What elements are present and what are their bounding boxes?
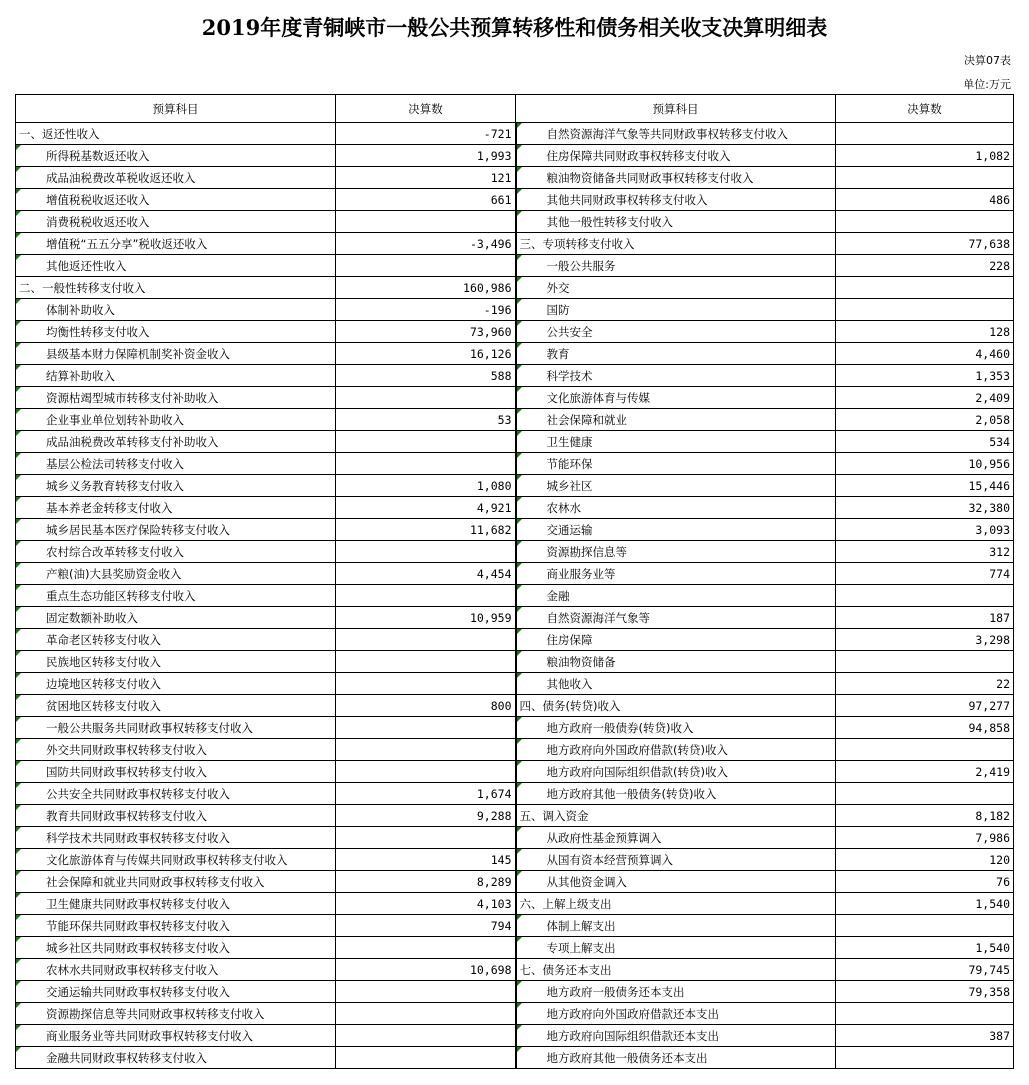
right-amount-cell: 3,093 [836, 519, 1014, 541]
right-amount-cell: 120 [836, 849, 1014, 871]
left-amount-cell [336, 717, 516, 739]
right-amount-cell: 79,358 [836, 981, 1014, 1003]
right-amount-cell: 32,380 [836, 497, 1014, 519]
header-amount-right: 决算数 [836, 95, 1014, 123]
right-item-cell: 三、专项转移支付收入 [516, 233, 836, 255]
right-amount-cell: 10,956 [836, 453, 1014, 475]
left-item-cell: 革命老区转移支付收入 [16, 629, 336, 651]
right-amount-cell: 77,638 [836, 233, 1014, 255]
left-item-cell: 结算补助收入 [16, 365, 336, 387]
right-item-cell: 地方政府一般债券(转贷)收入 [516, 717, 836, 739]
left-amount-cell: 1,080 [336, 475, 516, 497]
table-row [16, 563, 1014, 585]
right-amount-cell: 228 [836, 255, 1014, 277]
right-item-cell: 粮油物资储备共同财政事权转移支付收入 [516, 167, 836, 189]
table-row [16, 365, 1014, 387]
left-item-cell: 基层公检法司转移支付收入 [16, 453, 336, 475]
right-amount-cell [836, 1047, 1014, 1069]
header-amount-left: 决算数 [336, 95, 516, 123]
right-amount-cell [836, 299, 1014, 321]
header-item-left: 预算科目 [16, 95, 336, 123]
table-row [16, 343, 1014, 365]
left-amount-cell: 1,674 [336, 783, 516, 805]
left-item-cell: 一、返还性收入 [16, 123, 336, 145]
left-item-cell: 重点生态功能区转移支付收入 [16, 585, 336, 607]
table-body [16, 123, 1014, 1069]
left-item-cell: 边境地区转移支付收入 [16, 673, 336, 695]
left-amount-cell: 4,103 [336, 893, 516, 915]
left-amount-cell [336, 937, 516, 959]
right-amount-cell: 94,858 [836, 717, 1014, 739]
right-item-cell: 七、债务还本支出 [516, 959, 836, 981]
table-row [16, 189, 1014, 211]
table-row [16, 453, 1014, 475]
right-amount-cell: 1,540 [836, 937, 1014, 959]
left-amount-cell [336, 651, 516, 673]
left-item-cell: 体制补助收入 [16, 299, 336, 321]
right-amount-cell: 128 [836, 321, 1014, 343]
left-item-cell: 增值税税收返还收入 [16, 189, 336, 211]
left-amount-cell: 160,986 [336, 277, 516, 299]
table-row [16, 1003, 1014, 1025]
table-row [16, 849, 1014, 871]
right-amount-cell: 79,745 [836, 959, 1014, 981]
left-amount-cell [336, 629, 516, 651]
right-item-cell: 其他一般性转移支付收入 [516, 211, 836, 233]
form-number: 决算07表 [964, 54, 1011, 67]
left-item-cell: 金融共同财政事权转移支付收入 [16, 1047, 336, 1069]
table-row [16, 255, 1014, 277]
right-amount-cell: 4,460 [836, 343, 1014, 365]
right-amount-cell: 22 [836, 673, 1014, 695]
right-item-cell: 教育 [516, 343, 836, 365]
left-amount-cell [336, 1047, 516, 1069]
right-amount-cell [836, 651, 1014, 673]
right-item-cell: 自然资源海洋气象等共同财政事权转移支付收入 [516, 123, 836, 145]
left-item-cell: 国防共同财政事权转移支付收入 [16, 761, 336, 783]
left-item-cell: 基本养老金转移支付收入 [16, 497, 336, 519]
left-amount-cell: 11,682 [336, 519, 516, 541]
right-amount-cell: 534 [836, 431, 1014, 453]
right-item-cell: 节能环保 [516, 453, 836, 475]
right-item-cell: 一般公共服务 [516, 255, 836, 277]
left-amount-cell: -3,496 [336, 233, 516, 255]
table-header-row [16, 95, 1014, 123]
report-title: 2019年度青铜峡市一般公共预算转移性和债务相关收支决算明细表 [201, 15, 828, 40]
left-item-cell: 商业服务业等共同财政事权转移支付收入 [16, 1025, 336, 1047]
table-row [16, 211, 1014, 233]
left-amount-cell: 53 [336, 409, 516, 431]
right-item-cell: 交通运输 [516, 519, 836, 541]
header-item-right: 预算科目 [516, 95, 836, 123]
right-item-cell: 金融 [516, 585, 836, 607]
left-amount-cell [336, 431, 516, 453]
table-row [16, 783, 1014, 805]
right-item-cell: 住房保障 [516, 629, 836, 651]
right-amount-cell: 76 [836, 871, 1014, 893]
right-amount-cell [836, 277, 1014, 299]
left-item-cell: 一般公共服务共同财政事权转移支付收入 [16, 717, 336, 739]
right-item-cell: 公共安全 [516, 321, 836, 343]
table-row [16, 409, 1014, 431]
right-item-cell: 商业服务业等 [516, 563, 836, 585]
right-item-cell: 粮油物资储备 [516, 651, 836, 673]
right-item-cell: 卫生健康 [516, 431, 836, 453]
left-amount-cell: 145 [336, 849, 516, 871]
table-row [16, 1047, 1014, 1069]
left-item-cell: 企业事业单位划转补助收入 [16, 409, 336, 431]
right-amount-cell [836, 123, 1014, 145]
right-amount-cell: 2,419 [836, 761, 1014, 783]
left-amount-cell: -196 [336, 299, 516, 321]
left-item-cell: 公共安全共同财政事权转移支付收入 [16, 783, 336, 805]
table-row [16, 299, 1014, 321]
left-item-cell: 二、一般性转移支付收入 [16, 277, 336, 299]
right-amount-cell [836, 783, 1014, 805]
right-item-cell: 专项上解支出 [516, 937, 836, 959]
table-row [16, 695, 1014, 717]
left-amount-cell: 800 [336, 695, 516, 717]
table-row [16, 629, 1014, 651]
left-item-cell: 城乡社区共同财政事权转移支付收入 [16, 937, 336, 959]
right-amount-cell: 387 [836, 1025, 1014, 1047]
right-amount-cell: 187 [836, 607, 1014, 629]
right-amount-cell: 15,446 [836, 475, 1014, 497]
right-item-cell: 地方政府向国际组织借款还本支出 [516, 1025, 836, 1047]
left-item-cell: 文化旅游体育与传媒共同财政事权转移支付收入 [16, 849, 336, 871]
table-row [16, 959, 1014, 981]
left-amount-cell [336, 981, 516, 1003]
left-amount-cell: 1,993 [336, 145, 516, 167]
table-row [16, 717, 1014, 739]
right-amount-cell: 7,986 [836, 827, 1014, 849]
left-item-cell: 增值税“五五分享”税收返还收入 [16, 233, 336, 255]
left-item-cell: 所得税基数返还收入 [16, 145, 336, 167]
right-amount-cell [836, 1003, 1014, 1025]
left-item-cell: 产粮(油)大县奖励资金收入 [16, 563, 336, 585]
right-item-cell: 地方政府一般债务还本支出 [516, 981, 836, 1003]
right-item-cell: 体制上解支出 [516, 915, 836, 937]
left-amount-cell: 9,288 [336, 805, 516, 827]
table-row [16, 937, 1014, 959]
table-row [16, 1025, 1014, 1047]
table-row [16, 519, 1014, 541]
table-row [16, 585, 1014, 607]
right-item-cell: 住房保障共同财政事权转移支付收入 [516, 145, 836, 167]
table-row [16, 761, 1014, 783]
left-amount-cell: 4,921 [336, 497, 516, 519]
left-amount-cell: 121 [336, 167, 516, 189]
left-item-cell: 交通运输共同财政事权转移支付收入 [16, 981, 336, 1003]
left-amount-cell: -721 [336, 123, 516, 145]
left-amount-cell [336, 255, 516, 277]
right-item-cell: 地方政府向外国政府借款还本支出 [516, 1003, 836, 1025]
right-amount-cell [836, 739, 1014, 761]
right-item-cell: 国防 [516, 299, 836, 321]
right-amount-cell: 312 [836, 541, 1014, 563]
right-item-cell: 地方政府其他一般债务还本支出 [516, 1047, 836, 1069]
right-item-cell: 城乡社区 [516, 475, 836, 497]
left-item-cell: 资源枯竭型城市转移支付补助收入 [16, 387, 336, 409]
table-row [16, 871, 1014, 893]
left-amount-cell [336, 541, 516, 563]
table-row [16, 739, 1014, 761]
left-amount-cell [336, 1003, 516, 1025]
table-row [16, 497, 1014, 519]
right-item-cell: 资源勘探信息等 [516, 541, 836, 563]
table-row [16, 893, 1014, 915]
left-item-cell: 社会保障和就业共同财政事权转移支付收入 [16, 871, 336, 893]
table-row [16, 607, 1014, 629]
left-item-cell: 城乡居民基本医疗保险转移支付收入 [16, 519, 336, 541]
unit-label: 单位:万元 [963, 78, 1011, 91]
right-amount-cell [836, 585, 1014, 607]
left-item-cell: 节能环保共同财政事权转移支付收入 [16, 915, 336, 937]
left-amount-cell: 16,126 [336, 343, 516, 365]
right-amount-cell: 774 [836, 563, 1014, 585]
left-item-cell: 其他返还性收入 [16, 255, 336, 277]
table-row [16, 673, 1014, 695]
left-item-cell: 教育共同财政事权转移支付收入 [16, 805, 336, 827]
right-amount-cell: 486 [836, 189, 1014, 211]
left-amount-cell: 8,289 [336, 871, 516, 893]
left-item-cell: 县级基本财力保障机制奖补资金收入 [16, 343, 336, 365]
left-amount-cell [336, 827, 516, 849]
table-row [16, 167, 1014, 189]
right-amount-cell: 2,409 [836, 387, 1014, 409]
right-item-cell: 五、调入资金 [516, 805, 836, 827]
table-row [16, 475, 1014, 497]
right-item-cell: 其他收入 [516, 673, 836, 695]
budget-detail-table [15, 94, 1014, 1069]
right-amount-cell: 1,540 [836, 893, 1014, 915]
right-amount-cell: 2,058 [836, 409, 1014, 431]
right-item-cell: 农林水 [516, 497, 836, 519]
right-item-cell: 四、债务(转贷)收入 [516, 695, 836, 717]
right-item-cell: 文化旅游体育与传媒 [516, 387, 836, 409]
left-item-cell: 贫困地区转移支付收入 [16, 695, 336, 717]
table-row [16, 277, 1014, 299]
right-amount-cell: 1,082 [836, 145, 1014, 167]
left-item-cell: 外交共同财政事权转移支付收入 [16, 739, 336, 761]
table-row [16, 827, 1014, 849]
left-amount-cell [336, 761, 516, 783]
right-item-cell: 外交 [516, 277, 836, 299]
table-row [16, 431, 1014, 453]
right-item-cell: 其他共同财政事权转移支付收入 [516, 189, 836, 211]
right-item-cell: 地方政府其他一般债务(转贷)收入 [516, 783, 836, 805]
left-amount-cell: 73,960 [336, 321, 516, 343]
table-row [16, 541, 1014, 563]
right-item-cell: 社会保障和就业 [516, 409, 836, 431]
table-row [16, 321, 1014, 343]
right-item-cell: 自然资源海洋气象等 [516, 607, 836, 629]
table-row [16, 915, 1014, 937]
left-item-cell: 成品油税费改革税收返还收入 [16, 167, 336, 189]
right-amount-cell [836, 211, 1014, 233]
table-row [16, 387, 1014, 409]
right-amount-cell: 8,182 [836, 805, 1014, 827]
table-row [16, 145, 1014, 167]
left-item-cell: 均衡性转移支付收入 [16, 321, 336, 343]
right-item-cell: 地方政府向外国政府借款(转贷)收入 [516, 739, 836, 761]
left-item-cell: 城乡义务教育转移支付收入 [16, 475, 336, 497]
left-amount-cell [336, 453, 516, 475]
right-item-cell: 地方政府向国际组织借款(转贷)收入 [516, 761, 836, 783]
table-row [16, 123, 1014, 145]
left-item-cell: 卫生健康共同财政事权转移支付收入 [16, 893, 336, 915]
table-row [16, 233, 1014, 255]
left-amount-cell: 10,959 [336, 607, 516, 629]
right-item-cell: 六、上解上级支出 [516, 893, 836, 915]
right-amount-cell [836, 167, 1014, 189]
left-item-cell: 科学技术共同财政事权转移支付收入 [16, 827, 336, 849]
left-amount-cell [336, 1025, 516, 1047]
table-row [16, 805, 1014, 827]
left-item-cell: 农林水共同财政事权转移支付收入 [16, 959, 336, 981]
left-amount-cell: 661 [336, 189, 516, 211]
table-row [16, 651, 1014, 673]
left-amount-cell: 794 [336, 915, 516, 937]
left-item-cell: 成品油税费改革转移支付补助收入 [16, 431, 336, 453]
left-amount-cell [336, 387, 516, 409]
right-item-cell: 从政府性基金预算调入 [516, 827, 836, 849]
right-item-cell: 科学技术 [516, 365, 836, 387]
right-item-cell: 从国有资本经营预算调入 [516, 849, 836, 871]
left-item-cell: 资源勘探信息等共同财政事权转移支付收入 [16, 1003, 336, 1025]
table-row [16, 981, 1014, 1003]
left-item-cell: 固定数额补助收入 [16, 607, 336, 629]
left-item-cell: 农村综合改革转移支付收入 [16, 541, 336, 563]
left-amount-cell [336, 211, 516, 233]
left-amount-cell [336, 585, 516, 607]
right-item-cell: 从其他资金调入 [516, 871, 836, 893]
left-item-cell: 消费税税收返还收入 [16, 211, 336, 233]
left-amount-cell: 588 [336, 365, 516, 387]
left-amount-cell: 4,454 [336, 563, 516, 585]
left-item-cell: 民族地区转移支付收入 [16, 651, 336, 673]
left-amount-cell [336, 673, 516, 695]
right-amount-cell [836, 915, 1014, 937]
left-amount-cell [336, 739, 516, 761]
right-amount-cell: 1,353 [836, 365, 1014, 387]
right-amount-cell: 3,298 [836, 629, 1014, 651]
left-amount-cell: 10,698 [336, 959, 516, 981]
right-amount-cell: 97,277 [836, 695, 1014, 717]
